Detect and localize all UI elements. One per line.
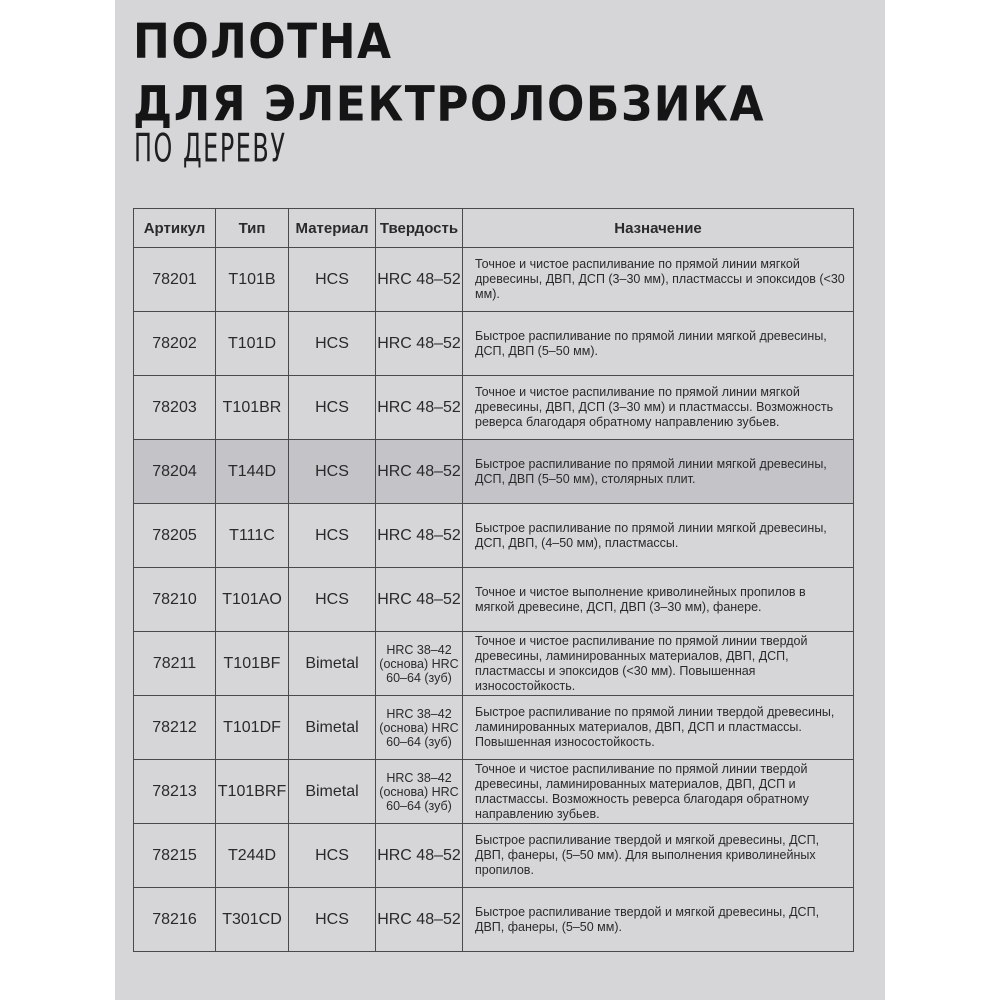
cell-material: Bimetal <box>289 632 376 696</box>
cell-article: 78210 <box>134 568 216 632</box>
table-row <box>134 696 854 760</box>
page-title <box>133 14 765 139</box>
header-type: Тип <box>216 209 289 248</box>
cell-material: Bimetal <box>289 696 376 760</box>
cell-hardness: HRC 38–42 (основа) HRC 60–64 (зуб) <box>376 696 463 760</box>
cell-purpose: Точное и чистое распиливание по прямой линии твердой древесины, ламинированных материалов, ДВП, ДСП и пластмассы. Возможность реверса благодаря обратному направлению зубьев. <box>463 760 854 824</box>
header-hardness: Твердость <box>376 209 463 248</box>
table-row <box>134 632 854 696</box>
cell-article: 78215 <box>134 824 216 888</box>
cell-hardness: HRC 48–52 <box>376 376 463 440</box>
cell-type: T101D <box>216 312 289 376</box>
cell-purpose: Быстрое распиливание по прямой линии мягкой древесины, ДСП, ДВП, (4–50 мм), пластмассы. <box>463 504 854 568</box>
header-article: Артикул <box>134 209 216 248</box>
table-row <box>134 504 854 568</box>
cell-material: HCS <box>289 824 376 888</box>
cell-purpose: Точное и чистое распиливание по прямой линии мягкой древесины, ДВП, ДСП (3–30 мм) и пластмассы. Возможность реверса благодаря обратному направлению зубьев. <box>463 376 854 440</box>
header-material: Материал <box>289 209 376 248</box>
table-row <box>134 760 854 824</box>
cell-hardness: HRC 48–52 <box>376 440 463 504</box>
cell-type: T101DF <box>216 696 289 760</box>
cell-hardness: HRC 48–52 <box>376 824 463 888</box>
cell-type: T111C <box>216 504 289 568</box>
cell-purpose: Точное и чистое выполнение криволинейных пропилов в мягкой древесине, ДСП, ДВП (3–30 мм), фанере. <box>463 568 854 632</box>
cell-purpose: Быстрое распиливание твердой и мягкой древесины, ДСП, ДВП, фанеры, (5–50 мм). Для выполнения криволинейных пропилов. <box>463 824 854 888</box>
table-row <box>134 248 854 312</box>
cell-material: HCS <box>289 376 376 440</box>
cell-material: HCS <box>289 568 376 632</box>
blades-table <box>133 208 854 952</box>
table-header-row <box>134 209 854 248</box>
table-row <box>134 312 854 376</box>
cell-article: 78205 <box>134 504 216 568</box>
cell-hardness: HRC 48–52 <box>376 504 463 568</box>
cell-type: T101BRF <box>216 760 289 824</box>
cell-purpose: Быстрое распиливание твердой и мягкой древесины, ДСП, ДВП, фанеры, (5–50 мм). <box>463 888 854 952</box>
title-line-1: ПОЛОТНА <box>133 14 393 71</box>
cell-material: HCS <box>289 312 376 376</box>
cell-purpose: Точное и чистое распиливание по прямой линии мягкой древесины, ДВП, ДСП (3–30 мм), пластмассы и эпоксидов (<30 мм). <box>463 248 854 312</box>
cell-hardness: HRC 48–52 <box>376 568 463 632</box>
cell-hardness: HRC 48–52 <box>376 248 463 312</box>
cell-hardness: HRC 48–52 <box>376 312 463 376</box>
cell-hardness: HRC 38–42 (основа) HRC 60–64 (зуб) <box>376 632 463 696</box>
cell-article: 78213 <box>134 760 216 824</box>
cell-purpose: Быстрое распиливание по прямой линии мягкой древесины, ДСП, ДВП (5–50 мм). <box>463 312 854 376</box>
page-subtitle: ПО ДЕРЕВУ <box>134 126 287 172</box>
cell-material: HCS <box>289 504 376 568</box>
cell-material: HCS <box>289 248 376 312</box>
cell-purpose: Быстрое распиливание по прямой линии твердой древесины, ламинированных материалов, ДВП, ДСП и пластмассы. Повышенная износостойкость. <box>463 696 854 760</box>
table-row <box>134 440 854 504</box>
cell-type: T101BR <box>216 376 289 440</box>
table-row <box>134 568 854 632</box>
cell-purpose: Точное и чистое распиливание по прямой линии твердой древесины, ламинированных материалов, ДВП, ДСП, пластмассы и эпоксидов (<30 мм). Повышенная износостойкость. <box>463 632 854 696</box>
cell-article: 78203 <box>134 376 216 440</box>
cell-type: T101BF <box>216 632 289 696</box>
cell-type: T144D <box>216 440 289 504</box>
cell-type: T301CD <box>216 888 289 952</box>
cell-type: T244D <box>216 824 289 888</box>
table-body <box>134 248 854 952</box>
title-line-2: ДЛЯ ЭЛЕКТРОЛОБЗИКА <box>133 76 766 133</box>
table-row <box>134 376 854 440</box>
cell-hardness: HRC 48–52 <box>376 888 463 952</box>
cell-purpose: Быстрое распиливание по прямой линии мягкой древесины, ДСП, ДВП (5–50 мм), столярных плит. <box>463 440 854 504</box>
cell-type: T101AO <box>216 568 289 632</box>
cell-article: 78204 <box>134 440 216 504</box>
table-row <box>134 824 854 888</box>
cell-hardness: HRC 38–42 (основа) HRC 60–64 (зуб) <box>376 760 463 824</box>
cell-article: 78216 <box>134 888 216 952</box>
cell-type: T101B <box>216 248 289 312</box>
cell-article: 78211 <box>134 632 216 696</box>
cell-article: 78201 <box>134 248 216 312</box>
table-row <box>134 888 854 952</box>
header-purpose: Назначение <box>463 209 854 248</box>
cell-article: 78212 <box>134 696 216 760</box>
cell-material: HCS <box>289 440 376 504</box>
cell-article: 78202 <box>134 312 216 376</box>
cell-material: Bimetal <box>289 760 376 824</box>
cell-material: HCS <box>289 888 376 952</box>
